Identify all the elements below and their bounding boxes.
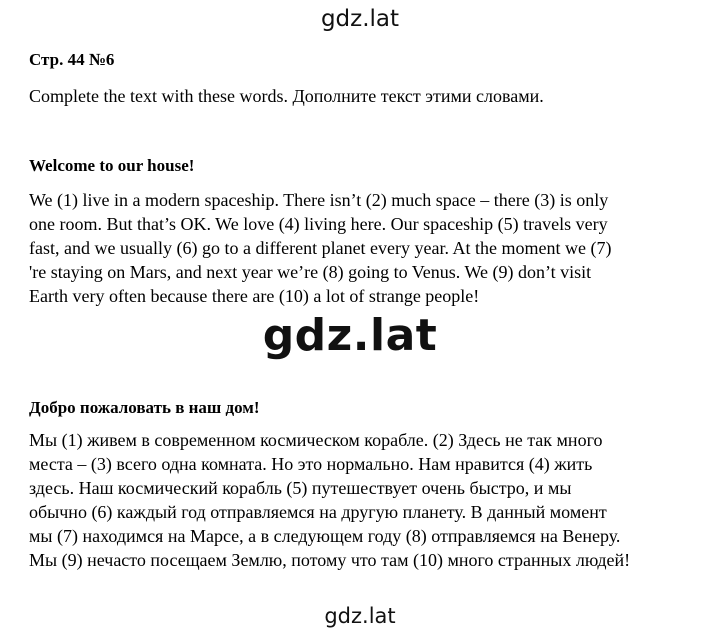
text-line: fast, and we usually (6) go to a different planet every year. At the moment we (7) — [29, 238, 612, 258]
text-line: We (1) live in a modern spaceship. There isn’t (2) much space – there (3) is only — [29, 190, 609, 210]
watermark-middle: gdz.lat — [262, 310, 438, 361]
text-line: мы (7) находимся на Марсе, а в следующем году (8) отправляемся на Венеру. — [29, 526, 621, 546]
task-instruction: Complete the text with these words. Дополните текст этими словами. — [29, 86, 544, 106]
english-heading: Welcome to our house! — [29, 156, 195, 175]
russian-heading: Добро пожаловать в наш дом! — [29, 398, 260, 417]
text-line: 're staying on Mars, and next year we’re (8) going to Venus. We (9) don’t visit — [29, 262, 592, 282]
text-line: обычно (6) каждый год отправляемся на другую планету. В данный момент — [29, 502, 607, 522]
text-line: one room. But that’s OK. We love (4) living here. Our spaceship (5) travels very — [29, 214, 608, 234]
watermark-bottom: gdz.lat — [324, 604, 396, 628]
text-line: места – (3) всего одна комната. Но это нормально. Нам нравится (4) жить — [29, 454, 593, 474]
text-line: Мы (9) нечасто посещаем Землю, потому что там (10) много странных людей! — [29, 550, 631, 570]
text-line: Мы (1) живем в современном космическом корабле. (2) Здесь не так много — [29, 430, 603, 450]
text-line: здесь. Наш космический корабль (5) путешествует очень быстро, и мы — [29, 478, 572, 498]
english-paragraph — [29, 188, 611, 308]
page-reference: Стр. 44 №6 — [29, 50, 115, 69]
watermark-top: gdz.lat — [320, 6, 400, 32]
text-line: Earth very often because there are (10) a lot of strange people! — [29, 286, 480, 306]
russian-paragraph — [29, 428, 630, 572]
